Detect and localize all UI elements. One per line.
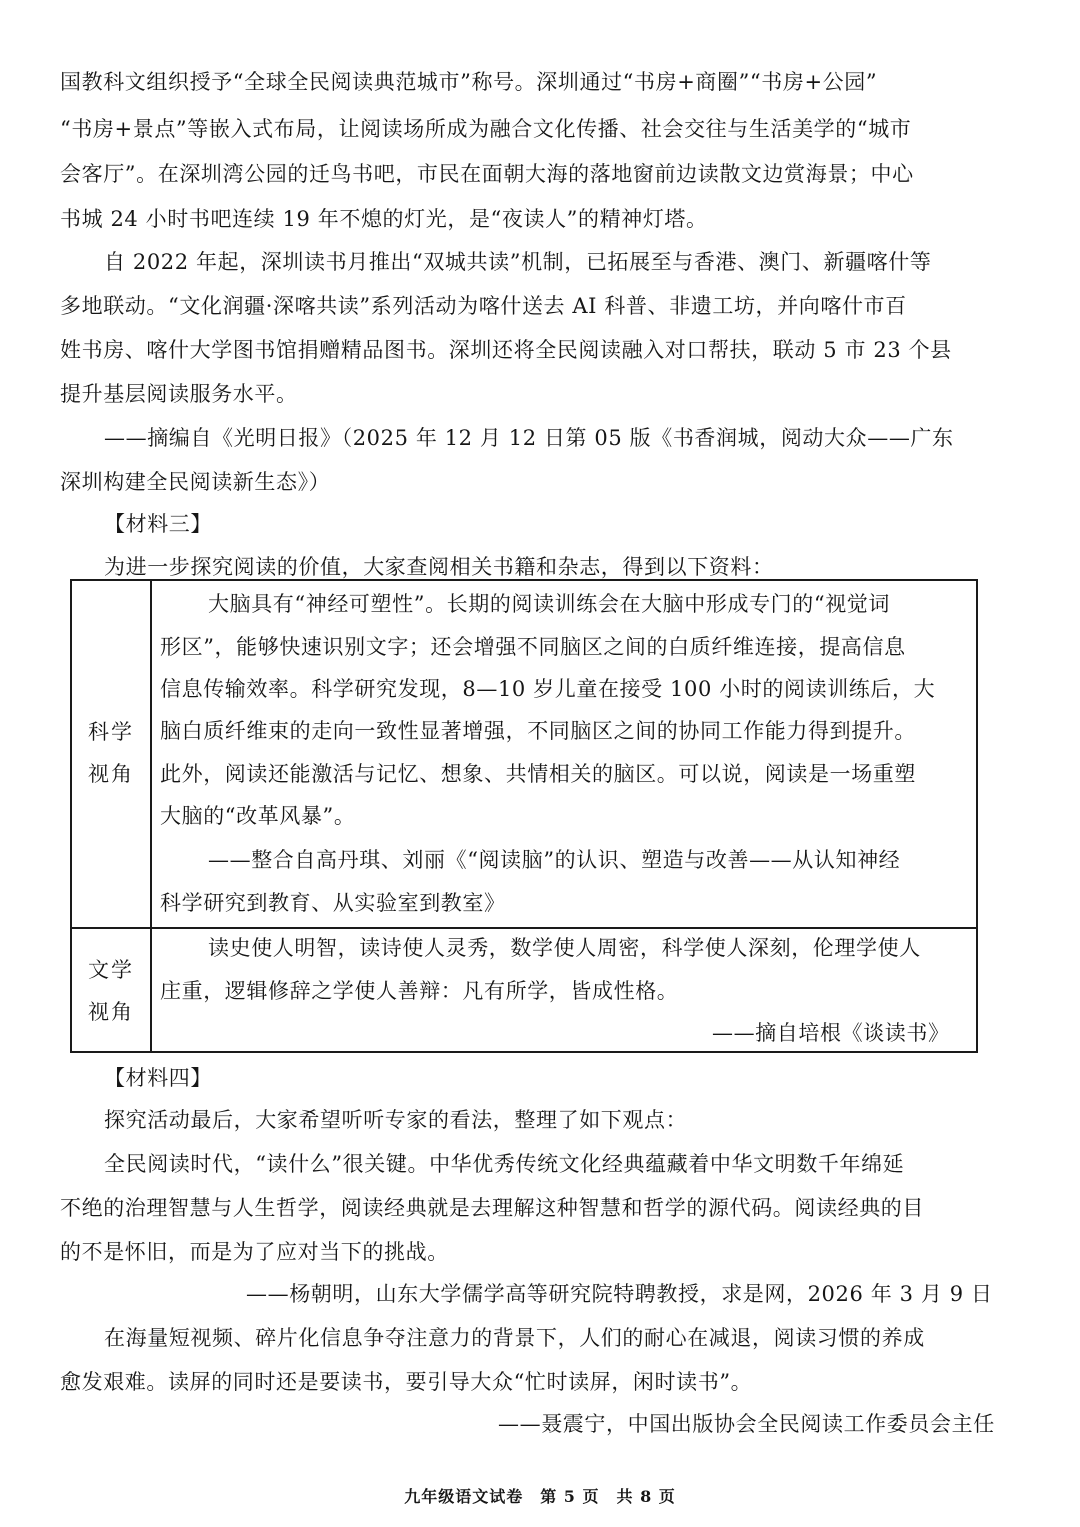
quote-line: 愈发艰难。读屏的同时还是要读书，要引导大众“忙时读屏，闲时读书”。	[60, 1370, 753, 1394]
paragraph-line: 会客厅”。在深圳湾公园的迁鸟书吧，市民在面朝大海的落地窗前边读散文边赏海景；中心	[60, 162, 914, 186]
quote-line: 的不是怀旧，而是为了应对当下的挑战。	[60, 1240, 449, 1264]
quote-line: 全民阅读时代，“读什么”很关键。中华优秀传统文化经典蕴藏着中华文明数千年绵延	[104, 1152, 905, 1176]
science-text-line: 大脑的“改革风暴”。	[160, 804, 356, 828]
paragraph-line: 多地联动。“文化润疆·深喀共读”系列活动为喀什送去 AI 科普、非遗工坊，并向喀什市百	[60, 294, 907, 318]
science-text-line: 此外，阅读还能激活与记忆、想象、共情相关的脑区。可以说，阅读是一场重塑	[160, 762, 916, 786]
literature-source: ——摘自培根《谈读书》	[712, 1021, 950, 1045]
paragraph-line: 书城 24 小时书吧连续 19 年不熄的灯光，是“夜读人”的精神灯塔。	[60, 207, 708, 231]
science-text-line: 信息传输效率。科学研究发现，8—10 岁儿童在接受 100 小时的阅读训练后，大	[160, 677, 936, 701]
label-text: 科学	[88, 720, 134, 744]
quote-source: ——杨朝明，山东大学儒学高等研究院特聘教授，求是网，2026 年 3 月 9 日	[246, 1282, 993, 1306]
literature-label	[72, 949, 150, 1033]
paragraph-line: 提升基层阅读服务水平。	[60, 382, 298, 406]
paragraph-line: “书房+景点”等嵌入式布局，让阅读场所成为融合文化传播、社会交往与生活美学的“城市	[60, 117, 912, 141]
science-text-line: 形区”，能够快速识别文字；还会增强不同脑区之间的白质纤维连接，提高信息	[160, 635, 906, 659]
quote-line: 在海量短视频、碎片化信息争夺注意力的背景下，人们的耐心在减退，阅读习惯的养成	[104, 1326, 925, 1350]
science-text-line: 大脑具有“神经可塑性”。长期的阅读训练会在大脑中形成专门的“视觉词	[208, 592, 891, 616]
paragraph-line: 姓书房、喀什大学图书馆捐赠精品图书。深圳还将全民阅读融入对口帮扶，联动 5 市 23 个县	[60, 338, 952, 362]
table-divider	[72, 927, 976, 929]
material-intro: 为进一步探究阅读的价值，大家查阅相关书籍和杂志，得到以下资料：	[104, 555, 774, 579]
label-text: 视角	[88, 762, 134, 786]
label-text: 视角	[88, 1000, 134, 1024]
science-source: 科学研究到教育、从实验室到教室》	[160, 891, 506, 915]
literature-text-line: 读史使人明智，读诗使人灵秀，数学使人周密，科学使人深刻，伦理学使人	[208, 936, 921, 960]
science-text-line: 脑白质纤维束的走向一致性显著增强，不同脑区之间的协同工作能力得到提升。	[160, 719, 916, 743]
science-source: ——整合自高丹琪、刘丽《“阅读脑”的认识、塑造与改善——从认知神经	[208, 848, 901, 872]
science-label	[72, 711, 150, 795]
source-citation: 深圳构建全民阅读新生态》）	[60, 470, 331, 494]
material-intro: 探究活动最后，大家希望听听专家的看法，整理了如下观点：	[104, 1108, 688, 1132]
quote-source: ——聂震宁，中国出版协会全民阅读工作委员会主任	[498, 1412, 995, 1436]
page-footer: 九年级语文试卷 第 5 页 共 8 页	[404, 1487, 676, 1506]
paragraph-line: 国教科文组织授予“全球全民阅读典范城市”称号。深圳通过“书房+商圈”“书房+公园”	[60, 70, 878, 94]
literature-text-line: 庄重，逻辑修辞之学使人善辩：凡有所学，皆成性格。	[160, 979, 679, 1003]
quote-line: 不绝的治理智慧与人生哲学，阅读经典就是去理解这种智慧和哲学的源代码。阅读经典的目	[60, 1196, 924, 1220]
table-divider	[150, 581, 152, 1051]
paragraph-line: 自 2022 年起，深圳读书月推出“双城共读”机制，已拓展至与香港、澳门、新疆喀什等	[104, 250, 932, 274]
label-text: 文学	[88, 958, 134, 982]
material-heading: 【材料四】	[104, 1066, 212, 1090]
material-heading: 【材料三】	[104, 512, 212, 536]
source-citation: ——摘编自《光明日报》（2025 年 12 月 12 日第 05 版《书香润城，阅动大众——广东	[104, 426, 954, 450]
